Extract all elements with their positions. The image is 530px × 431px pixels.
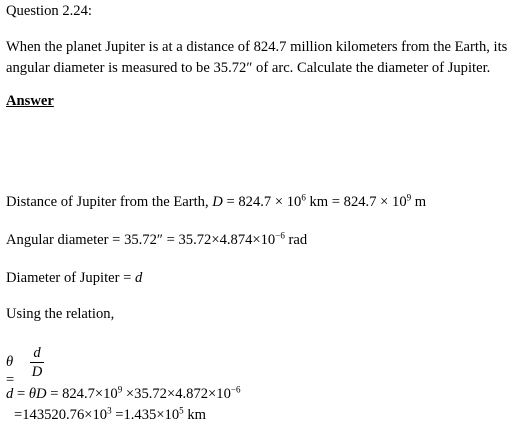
angular-diameter-line bbox=[6, 232, 307, 250]
distance-line bbox=[6, 194, 426, 212]
result-exponent-2: 5 bbox=[179, 405, 184, 416]
question-body bbox=[6, 37, 526, 79]
result-unit: km bbox=[183, 407, 206, 423]
fraction-denominator: D bbox=[31, 364, 43, 380]
answer-heading: Answer bbox=[6, 93, 54, 109]
question-text-part1: When the planet Jupiter is at a distance of 824.7 million kilometers from the Earth, its angular diameter is measured to be bbox=[6, 39, 508, 76]
angular-value: 35.72″ bbox=[213, 60, 253, 76]
calc-equals-1: = bbox=[13, 386, 29, 402]
calculation-line-2 bbox=[14, 407, 206, 425]
diameter-variable: d bbox=[135, 270, 143, 286]
question-text-part2: of arc. Calculate the diameter of Jupiter. bbox=[252, 60, 491, 76]
theta-lhs bbox=[6, 354, 14, 389]
result-exponent-1: 3 bbox=[107, 405, 112, 416]
fraction-bar bbox=[30, 362, 44, 363]
distance-unit: m bbox=[411, 194, 427, 210]
calc-d: d bbox=[6, 386, 14, 402]
angular-unit: rad bbox=[284, 232, 308, 248]
result-part-2: =1.435×10 bbox=[111, 407, 180, 423]
relation-line: Using the relation, bbox=[6, 306, 115, 322]
distance-equation-part1: = 824.7 × 10 bbox=[222, 194, 302, 210]
fraction-numerator: d bbox=[33, 345, 41, 361]
calc-D: D bbox=[36, 386, 47, 402]
diameter-line bbox=[6, 270, 142, 288]
theta-equals: = bbox=[6, 371, 15, 388]
angular-label: Angular diameter = bbox=[6, 232, 125, 248]
fraction-d-over-D bbox=[30, 345, 44, 380]
distance-label: Distance of Jupiter from the Earth, bbox=[6, 194, 213, 210]
calc-part-2: ×35.72×4.872×10 bbox=[122, 386, 231, 402]
calc-exponent-2: −6 bbox=[230, 384, 241, 395]
angular-equation: 35.72″ = 35.72×4.874×10 bbox=[124, 232, 276, 248]
distance-variable: D bbox=[212, 194, 223, 210]
diameter-label: Diameter of Jupiter = bbox=[6, 270, 135, 286]
distance-equation-part2: km = 824.7 × 10 bbox=[305, 194, 407, 210]
calc-theta: θ bbox=[28, 386, 36, 402]
theta-symbol: θ bbox=[6, 354, 14, 370]
question-title: Question 2.24: bbox=[6, 3, 92, 19]
calculation-line-1 bbox=[6, 386, 241, 404]
calc-exponent-1: 9 bbox=[117, 384, 123, 395]
calc-part-1: = 824.7×10 bbox=[46, 386, 118, 402]
distance-exponent-2: 9 bbox=[406, 192, 412, 203]
angular-exponent: −6 bbox=[275, 230, 285, 241]
result-part-1: =143520.76×10 bbox=[14, 407, 108, 423]
distance-exponent-1: 6 bbox=[301, 192, 306, 203]
